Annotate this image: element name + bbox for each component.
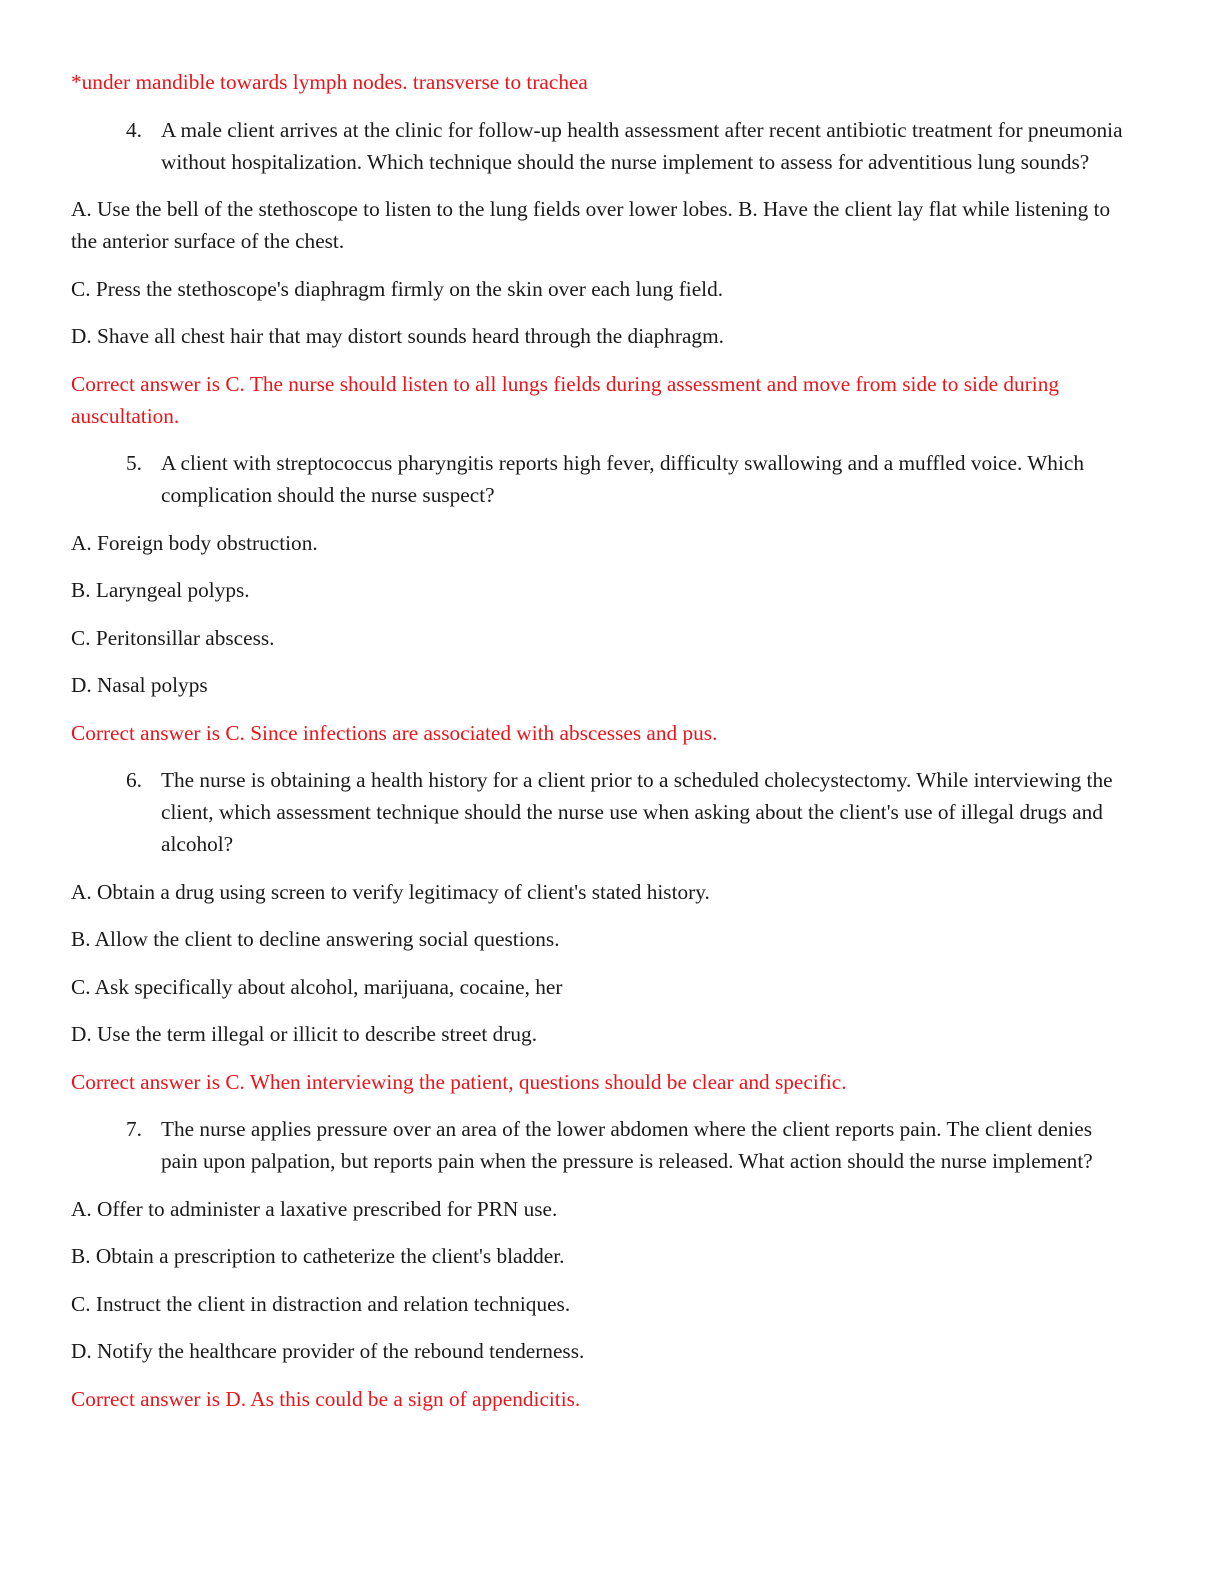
question-text: A client with streptococcus pharyngitis reports high fever, difficulty swallowing and a muffled voice. Which complication should the nurse suspect? — [161, 451, 1084, 507]
option-b: B. Allow the client to decline answering social questions. — [71, 927, 560, 951]
question-number: 7. — [126, 1117, 142, 1141]
option-c: C. Peritonsillar abscess. — [71, 625, 275, 650]
option-d: D. Notify the healthcare provider of the rebound tenderness. — [71, 1339, 585, 1363]
question-5 — [71, 447, 1132, 511]
option-a: A. Foreign body obstruction. — [71, 530, 318, 555]
top-note: *under mandible towards lymph nodes. transverse to trachea — [71, 70, 588, 94]
question-number: 6. — [126, 768, 142, 792]
correct-answer: Correct answer is C. Since infections are associated with abscesses and pus. — [71, 720, 718, 745]
question-number: 5. — [126, 451, 142, 475]
option-b: B. Obtain a prescription to catheterize the client's bladder. — [71, 1244, 565, 1268]
option-a: A. Obtain a drug using screen to verify legitimacy of client's stated history. — [71, 879, 710, 904]
question-6 — [71, 764, 1132, 860]
option-c: C. Press the stethoscope's diaphragm firmly on the skin over each lung field. — [71, 276, 724, 301]
option-d: D. Nasal polyps — [71, 673, 208, 697]
question-number: 4. — [126, 117, 142, 142]
option-d: D. Shave all chest hair that may distort sounds heard through the diaphragm. — [71, 324, 724, 348]
question-text: A male client arrives at the clinic for follow-up health assessment after recent antibiotic treatment for pneumonia without hospitalization. Which technique should the nurse implement to assess for adventitious lung sounds? — [161, 117, 1123, 174]
question-4 — [71, 114, 1132, 178]
option-b: B. Laryngeal polyps. — [71, 578, 250, 602]
question-text: The nurse is obtaining a health history for a client prior to a scheduled cholecystectomy. While interviewing the client, which assessment technique should the nurse use when asking about the client's use of illegal drugs and alcohol? — [161, 768, 1113, 856]
question-text: The nurse applies pressure over an area of the lower abdomen where the client reports pain. The client denies pain upon palpation, but reports pain when the pressure is released. What action should the nurse implement? — [161, 1117, 1093, 1173]
correct-answer: Correct answer is D. As this could be a sign of appendicitis. — [71, 1386, 581, 1411]
option-d: D. Use the term illegal or illicit to describe street drug. — [71, 1022, 538, 1046]
option-a: A. Use the bell of the stethoscope to listen to the lung fields over lower lobes. B. Have the client lay flat while listening to the anterior surface of the chest. — [71, 197, 1111, 253]
correct-answer: Correct answer is C. The nurse should listen to all lungs fields during assessment and move from side to side during auscultation. — [71, 371, 1059, 428]
question-7 — [71, 1113, 1132, 1177]
option-c: C. Instruct the client in distraction and relation techniques. — [71, 1291, 571, 1316]
option-a: A. Offer to administer a laxative prescribed for PRN use. — [71, 1196, 558, 1221]
correct-answer: Correct answer is C. When interviewing the patient, questions should be clear and specific. — [71, 1069, 847, 1094]
option-c: C. Ask specifically about alcohol, marijuana, cocaine, her — [71, 974, 563, 999]
